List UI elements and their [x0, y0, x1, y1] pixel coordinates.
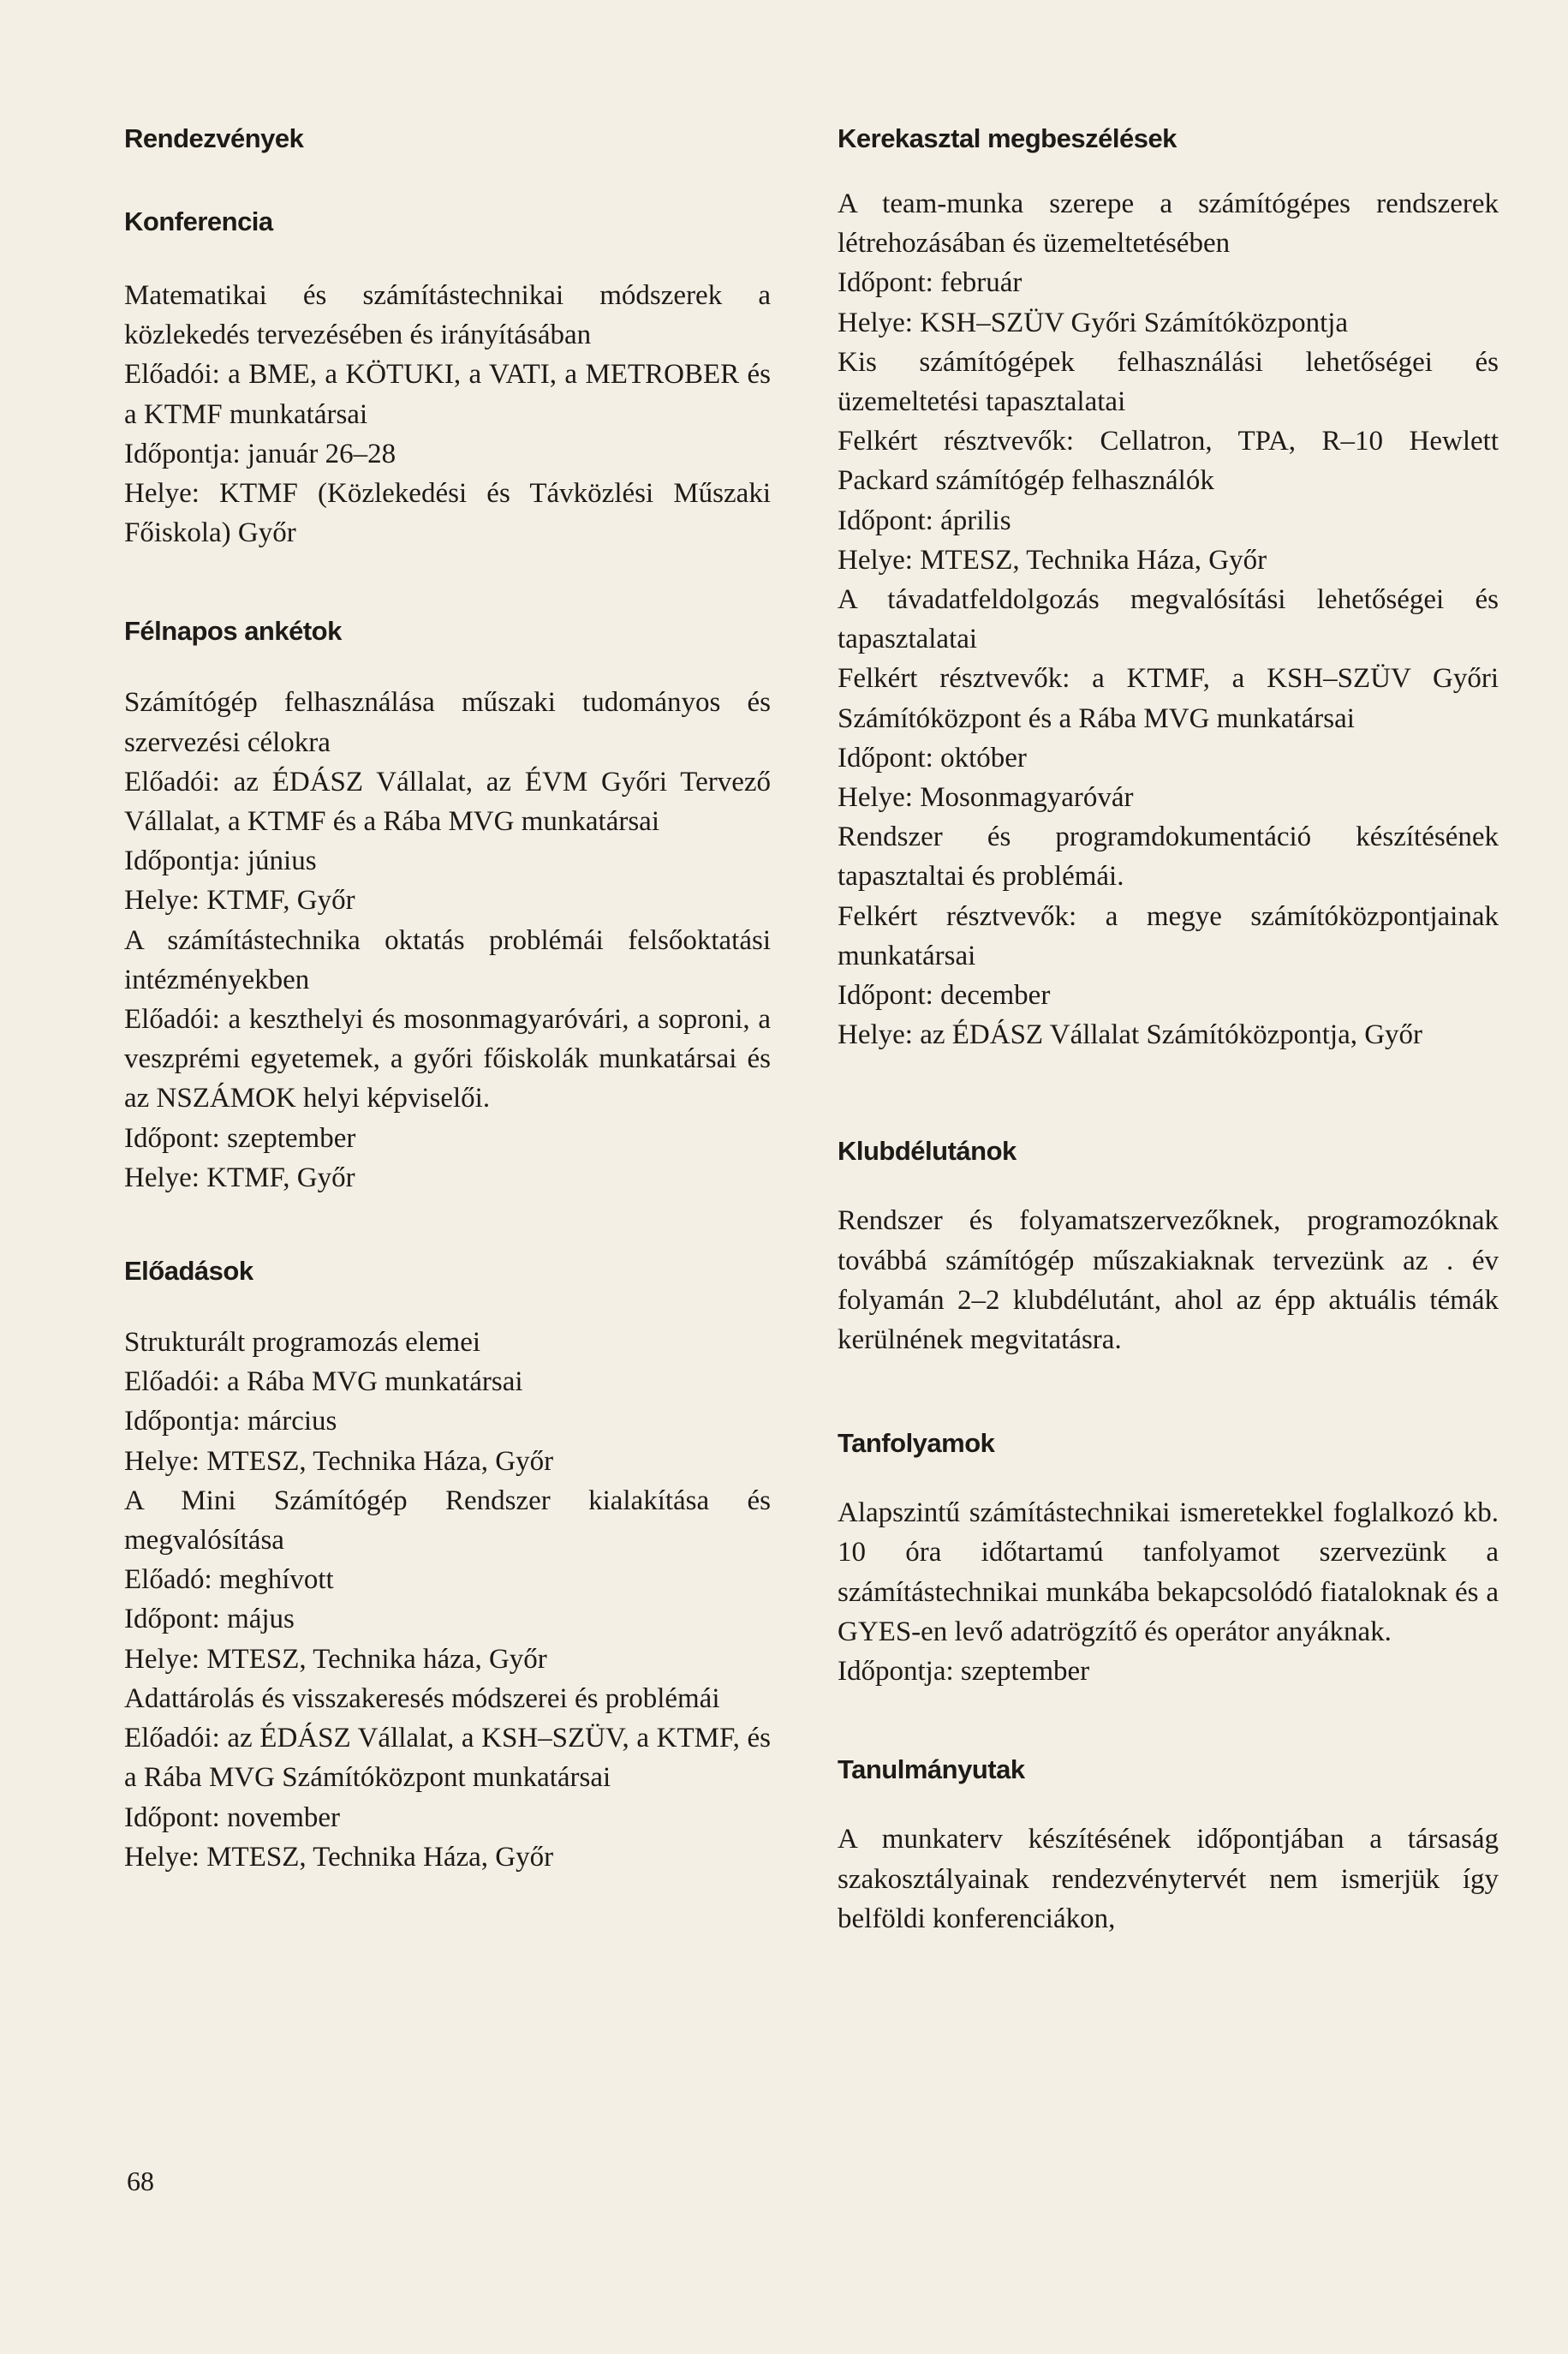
tanulmanyutak-text: A munkaterv készítésének időpontjában a társaság szakosztályainak rendezvénytervét nem ismerjük így belföldi konferenciákon,	[838, 1824, 1499, 1934]
kerekasztal-text: A team-munka szerepe a számítógépes rendszerek létrehozásában és üzemeltetésében Időpont: február Helye: KSH–SZÜV Győri Számítóközpontja Kis számítógépek felhasználási lehetőségei és üzemeltetési tapasztalatai Felkért résztvevők: Cellatron, TPA, R–10 Hewlett Packard számítógép felhasználók Időpont: április Helye: MTESZ, Technika Háza, Győr A távadatfeldolgozás megvalósítási lehetőségei és tapasztalatai Felkért résztvevők: a KTMF, a KSH–SZÜV Győri Számítóközpont és a Rába MVG munkatársai Időpont: október Helye: Mosonmagyaróvár Rendszer és programdokumentáció készítésének tapasztaltai és problémái. Felkért résztvevők: a megye számítóközpontjainak munkatársai Időpont: december Helye: az ÉDÁSZ Vállalat Számítóközpontja, Győr	[838, 188, 1499, 1051]
heading-klubdelutanok: Klubdélutánok	[838, 1136, 1017, 1167]
heading-felnapos-anketok: Félnapos ankétok	[124, 616, 342, 647]
anketok-text: Számítógép felhasználása műszaki tudományos és szervezési célokra Előadói: az ÉDÁSZ Vállalat, az ÉVM Győri Tervező Vállalat, a KTMF és a Rába MVG munkatársai Időpontja: június Helye: KTMF, Győr A számítástechnika oktatás problémái felsőoktatási intézményekben Előadói: a keszthelyi és mosonmagyaróvári, a soproni, a veszprémi egyetemek, a győri főiskolák munkatársai és az NSZÁMOK helyi képviselői. Időpont: szeptember Helye: KTMF, Győr	[124, 687, 771, 1193]
heading-tanulmanyutak: Tanulmányutak	[838, 1754, 1025, 1785]
heading-kerekasztal: Kerekasztal megbeszélések	[838, 123, 1177, 153]
heading-konferencia: Konferencia	[124, 206, 273, 236]
heading-eloadasok: Előadások	[124, 1256, 253, 1287]
heading-tanfolyamok: Tanfolyamok	[838, 1428, 995, 1459]
eloadasok-text: Strukturált programozás elemei Előadói: a Rába MVG munkatársai Időpontja: március Helye: MTESZ, Technika Háza, Győr A Mini Számítógép Rendszer kialakítása és megvalósítása Előadó: meghívott Időpont: május Helye: MTESZ, Technika háza, Győr Adattárolás és visszakeresés módszerei és problémái Előadói: az ÉDÁSZ Vállalat, a KSH–SZÜV, a KTMF, és a Rába MVG Számítóközpont munkatársai Időpont: november Helye: MTESZ, Technika Háza, Győr	[124, 1327, 771, 1873]
page-number: 68	[127, 2166, 154, 2196]
left-column	[124, 122, 771, 1877]
right-column	[838, 122, 1499, 1939]
tanfolyamok-text: Alapszintű számítástechnikai ismeretekkel foglalkozó kb. 10 óra időtartamú tanfolyamot szervezünk a számítástechnikai munkába bekapcsolódó fiataloknak és a GYES-en levő adatrögzítő és operátor anyáknak. Időpontja: szeptember	[838, 1497, 1499, 1688]
klubdelutanok-text: Rendszer és folyamatszervezőknek, programozóknak továbbá számítógép műszakiaknak tervezünk az . év folyamán 2–2 klubdélutánt, ahol az épp aktuális témák kerülnének megvitatásra.	[838, 1205, 1499, 1356]
heading-rendezvenyek: Rendezvények	[124, 123, 304, 153]
konferencia-text: Matematikai és számítástechnikai módszerek a közlekedés tervezésében és irányításában Előadói: a BME, a KÖTUKI, a VATI, a METROBER és a KTMF munkatársai Időpontja: január 26–28 Helye: KTMF (Közlekedési és Távközlési Műszaki Főiskola) Győr	[124, 280, 771, 549]
